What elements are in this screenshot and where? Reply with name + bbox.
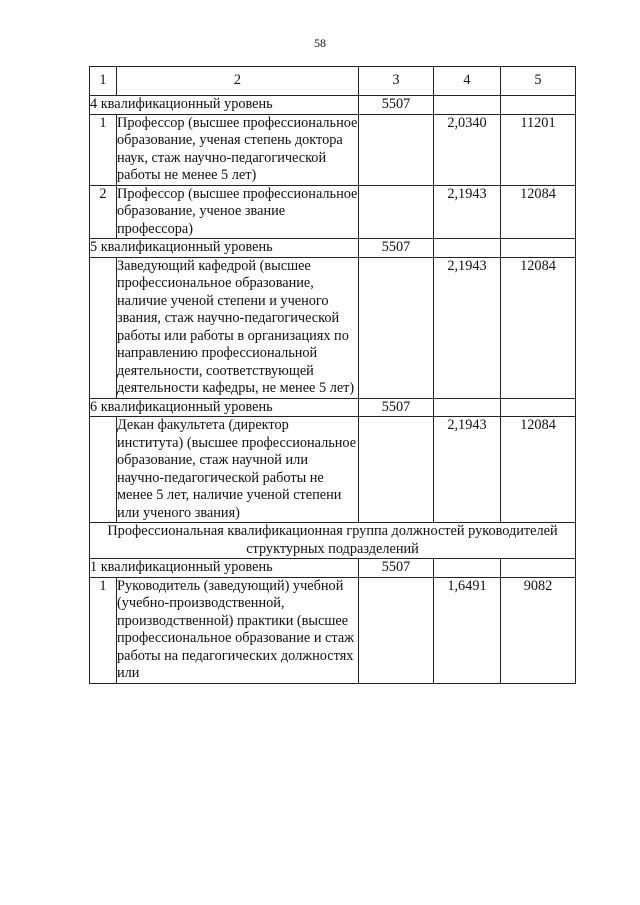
coefficient-cell: 2,1943 (434, 257, 501, 398)
base-salary-cell: 5507 (359, 559, 434, 578)
position-row (90, 417, 576, 523)
header-cell-5: 5 (501, 67, 576, 96)
page-number: 58 (314, 36, 326, 50)
coefficient-cell: 2,1943 (434, 417, 501, 523)
position-row (90, 114, 576, 185)
qualification-level-row (90, 96, 576, 115)
salary-cell: 12084 (501, 257, 576, 398)
level-label: 1 квалификационный уровень (90, 559, 359, 578)
position-row (90, 257, 576, 398)
position-description: Профессор (высшее профессиональное образование, ученая степень доктора наук, стаж научно-педагогической работы не менее 5 лет) (117, 114, 358, 183)
empty-cell (359, 577, 434, 683)
position-row (90, 577, 576, 683)
empty-cell (501, 398, 576, 417)
header-cell-4: 4 (434, 67, 501, 96)
header-cell-3: 3 (359, 67, 434, 96)
level-label: 4 квалификационный уровень (90, 96, 359, 115)
row-number: 2 (90, 185, 117, 239)
row-number (90, 257, 117, 398)
coefficient-cell: 1,6491 (434, 577, 501, 683)
base-salary-cell: 5507 (359, 96, 434, 115)
coefficient-cell: 2,1943 (434, 185, 501, 239)
salary-cell: 12084 (501, 417, 576, 523)
qualification-level-row (90, 239, 576, 258)
position-description: Профессор (высшее профессиональное образование, ученое звание профессора) (117, 185, 358, 237)
coefficient-cell: 2,0340 (434, 114, 501, 185)
position-description: Заведующий кафедрой (высшее профессиональное образование, наличие ученой степени и ученого звания, стаж научно-педагогической работы или работы в организациях по направлению профессиональной деятельности, соответствующей деятельности кафедры, не менее 5 лет) (117, 257, 359, 398)
base-salary-cell: 5507 (359, 239, 434, 258)
empty-cell (359, 417, 434, 523)
empty-cell (501, 559, 576, 578)
salary-table (89, 66, 576, 684)
salary-cell: 9082 (501, 577, 576, 683)
header-cell-2: 2 (117, 67, 359, 96)
empty-cell (434, 559, 501, 578)
qualification-level-row (90, 559, 576, 578)
empty-cell (359, 257, 434, 398)
qualification-group-row (90, 523, 576, 559)
salary-cell: 12084 (501, 185, 576, 239)
qualification-level-row (90, 398, 576, 417)
row-number (90, 417, 117, 523)
level-label: 6 квалификационный уровень (90, 398, 359, 417)
position-row (90, 185, 576, 239)
empty-cell (434, 398, 501, 417)
group-label: Профессиональная квалификационная группа должностей руководителей структурных подразделений (90, 523, 576, 559)
header-row (90, 67, 576, 96)
header-cell-1: 1 (90, 67, 117, 96)
empty-cell (434, 96, 501, 115)
position-description: Декан факультета (директор института) (высшее профессиональное образование, стаж научной или научно-педагогической работы не менее 5 лет, наличие ученой степени или ученого звания) (117, 417, 359, 523)
empty-cell (501, 239, 576, 258)
empty-cell (359, 114, 434, 185)
row-number: 1 (90, 114, 117, 185)
empty-cell (501, 96, 576, 115)
base-salary-cell: 5507 (359, 398, 434, 417)
empty-cell (434, 239, 501, 258)
level-label: 5 квалификационный уровень (90, 239, 359, 258)
position-description: Руководитель (заведующий) учебной (учебно-производственной, производственной) практики (высшее профессиональное образование и стаж работы на педагогических должностях или (117, 577, 359, 683)
row-number: 1 (90, 577, 117, 683)
salary-cell: 11201 (501, 114, 576, 185)
empty-cell (359, 185, 434, 239)
